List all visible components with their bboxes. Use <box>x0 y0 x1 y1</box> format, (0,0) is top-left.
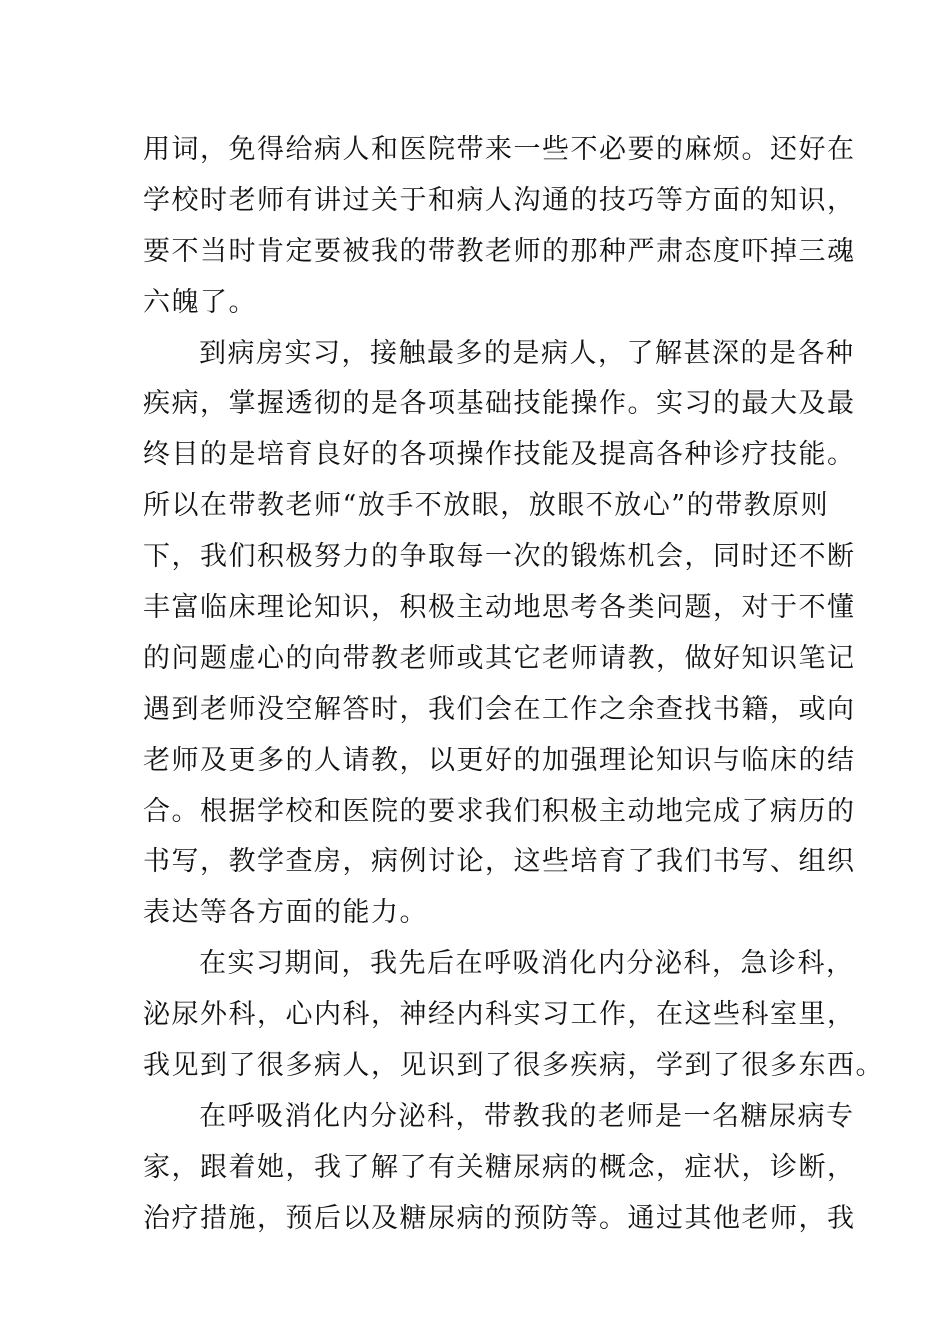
text-line: 遇到老师没空解答时，我们会在工作之余查找书籍，或向 <box>143 693 856 725</box>
text-line: 到病房实习，接触最多的是病人，了解甚深的是各种 <box>199 337 855 369</box>
text-line: 表达等各方面的能力。 <box>143 897 428 929</box>
text-line: 终目的是培育良好的各项操作技能及提高各种诊疗技能。 <box>143 439 856 471</box>
text-line: 丰富临床理论知识，积极主动地思考各类问题，对于不懂 <box>143 592 856 624</box>
text-line: 我见到了很多病人，见识到了很多疾病，学到了很多东西。 <box>143 1050 884 1082</box>
text-line: 六魄了。 <box>143 286 257 318</box>
text-line: 治疗措施，预后以及糖尿病的预防等。通过其他老师，我 <box>143 1202 856 1234</box>
text-line: 学校时老师有讲过关于和病人沟通的技巧等方面的知识， <box>143 184 856 216</box>
text-line: 在呼吸消化内分泌科，带教我的老师是一名糖尿病专 <box>199 1100 855 1132</box>
document-page <box>143 125 884 1245</box>
text-line: 泌尿外科，心内科，神经内科实习工作，在这些科室里， <box>143 999 856 1031</box>
text-line: 合。根据学校和医院的要求我们积极主动地完成了病历的 <box>143 795 856 827</box>
text-line: 的问题虚心的向带教老师或其它老师请教，做好知识笔记 <box>143 642 856 674</box>
text-line: 书写，教学查房，病例讨论，这些培育了我们书写、组织 <box>143 846 856 878</box>
text-line: 下，我们积极努力的争取每一次的锻炼机会，同时还不断 <box>143 541 856 573</box>
text-line: 疾病，掌握透彻的是各项基础技能操作。实习的最大及最 <box>143 388 856 420</box>
text-line: 家，跟着她，我了解了有关糖尿病的概念，症状，诊断， <box>143 1151 856 1183</box>
text-line: 老师及更多的人请教，以更好的加强理论知识与临床的结 <box>143 744 856 776</box>
text-line: 在实习期间，我先后在呼吸消化内分泌科，急诊科， <box>199 948 855 980</box>
text-line: 用词，免得给病人和医院带来一些不必要的麻烦。还好在 <box>143 134 856 165</box>
text-line: 所以在带教老师“放手不放眼，放眼不放心”的带教原则 <box>143 490 830 522</box>
text-line: 要不当时肯定要被我的带教老师的那种严肃态度吓掉三魂 <box>143 235 856 267</box>
